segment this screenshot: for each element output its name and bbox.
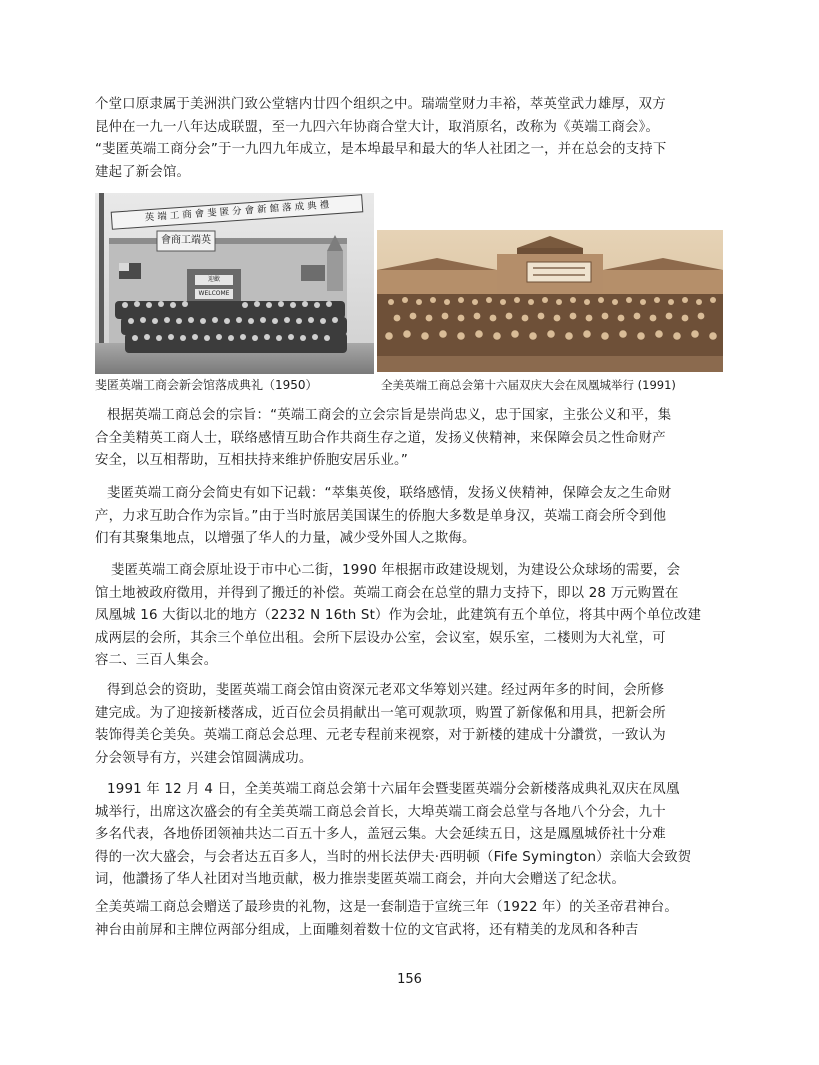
text-line: 得到总会的资助，斐匿英端工商会馆由资深元老邓文华筹划兴建。经过两年多的时间，会所修 — [107, 683, 665, 698]
text-line: “斐匿英端工商分会”于一九四九年成立，是本埠最早和最大的华人社团之一，并在总会的支持下 — [95, 142, 667, 158]
text-line: 得的一次大盛会，与会者达五百多人，当时的州长法伊夫·西明顿（Fife Symington）亲临大会致贺 — [95, 849, 692, 865]
door-sign: 迎歡 — [207, 276, 220, 283]
text-line: 神台由前屏和主牌位两部分组成，上面雕刻着数十位的文官武将，还有精美的龙凤和各种吉 — [95, 922, 639, 938]
text-line: 们有其聚集地点，以增强了华人的力量，减少受外国人之欺侮。 — [95, 531, 476, 547]
photo-caption-1991: 全美英端工商总会第十六届双庆大会在凤凰城举行 (1991) — [381, 378, 676, 392]
text-line: 城举行，出席这次盛会的有全美英端工商总会首长，大埠英端工商会总堂与各地八个分会，九十 — [95, 804, 666, 820]
photo-caption-1950: 斐匿英端工商会新会馆落成典礼（1950） — [95, 378, 318, 392]
paragraph-construction — [95, 680, 725, 770]
paragraph-relocation — [95, 560, 725, 673]
celebration-banner: 英 端 工 商 會 斐 匿 分 會 新 館 落 成 典 禮 — [111, 194, 364, 230]
photo-1950-opening — [95, 193, 374, 374]
text-line: 根据英端工商总会的宗旨：“英端工商会的立会宗旨是崇尚忠义，忠于国家，主张公义和平，集 — [107, 408, 672, 423]
text-line: 全美英端工商总会赠送了最珍贵的礼物，这是一套制造于宣统三年（1922 年）的关圣帝君神台。 — [95, 900, 678, 915]
text-line: 斐匿英端工商会原址设于市中心二街，1990 年根据市政建设规划，为建设公众球场的需要，会 — [111, 563, 681, 578]
text-line: 建起了新会馆。 — [95, 164, 191, 180]
photo-1991-convention — [377, 230, 723, 372]
text-line: 安全，以互相帮助，互相扶持来维护侨胞安居乐业。” — [95, 453, 409, 469]
text-line: 馆土地被政府徵用，并得到了搬迁的补偿。英端工商会在总堂的鼎力支持下，即以 28 万元购置在 — [95, 585, 679, 601]
text-line: 多名代表，各地侨团领袖共达二百五十多人，盖冠云集。大会延续五日，这是鳳凰城侨社十分难 — [95, 827, 666, 843]
association-sign: 會商工端英 — [161, 235, 211, 246]
paragraph-mission — [95, 405, 725, 473]
text-line: 容二、三百人集会。 — [95, 653, 218, 669]
text-line: 合全美精英工商人士，联络感情互助合作共商生存之道，发扬义侠精神，来保障会员之性命财产 — [95, 430, 666, 446]
text-line: 凤凰城 16 大街以北的地方（2232 N 16th St）作为会址，此建筑有五个单位，将其中两个单位改建 — [95, 608, 702, 624]
welcome-sign: WELCOME — [198, 290, 230, 297]
paragraph-gift — [95, 897, 725, 942]
paragraph-history — [95, 483, 725, 551]
text-line: 词，他讚扬了华人社团对当地贡献，极力推崇斐匿英端工商会，并向大会赠送了纪念状。 — [95, 872, 626, 888]
paragraph-1991-convention — [95, 779, 725, 892]
text-line: 成两层的会所，其余三个单位出租。会所下层设办公室，会议室，娱乐室，二楼则为大礼堂，可 — [95, 630, 666, 646]
page-number: 156 — [397, 972, 422, 987]
text-line: 斐匿英端工商分会简史有如下记载：“萃集英俊，联络感情，发扬义侠精神，保障会友之生命财 — [107, 486, 672, 501]
text-line: 昆仲在一九一八年达成联盟，至一九四六年协商合堂大计，取消原名，改称为《英端工商会》。 — [95, 119, 660, 135]
text-line: 个堂口原隶属于美洲洪门致公堂辖内廿四个组织之中。瑞端堂财力丰裕，萃英堂武力雄厚，双方 — [95, 97, 666, 112]
text-line: 装饰得美仑美奂。英端工商总会总理、元老专程前来视察，对于新楼的建成十分讚赏，一致认为 — [95, 728, 666, 744]
text-line: 产，力求互助合作为宗旨。”由于当时旅居美国谋生的侨胞大多数是单身汉，英端工商会所令到他 — [95, 508, 667, 524]
text-line: 1991 年 12 月 4 日，全美英端工商总会第十六届年会暨斐匿英端分会新楼落成典礼双庆在凤凰 — [107, 782, 680, 797]
text-line: 建完成。为了迎接新楼落成，近百位会员捐献出一笔可观款项，购置了新傢俬和用具，把新会所 — [95, 705, 666, 721]
intro-paragraph — [95, 94, 725, 184]
text-line: 分会领导有方，兴建会馆圆满成功。 — [95, 750, 313, 766]
